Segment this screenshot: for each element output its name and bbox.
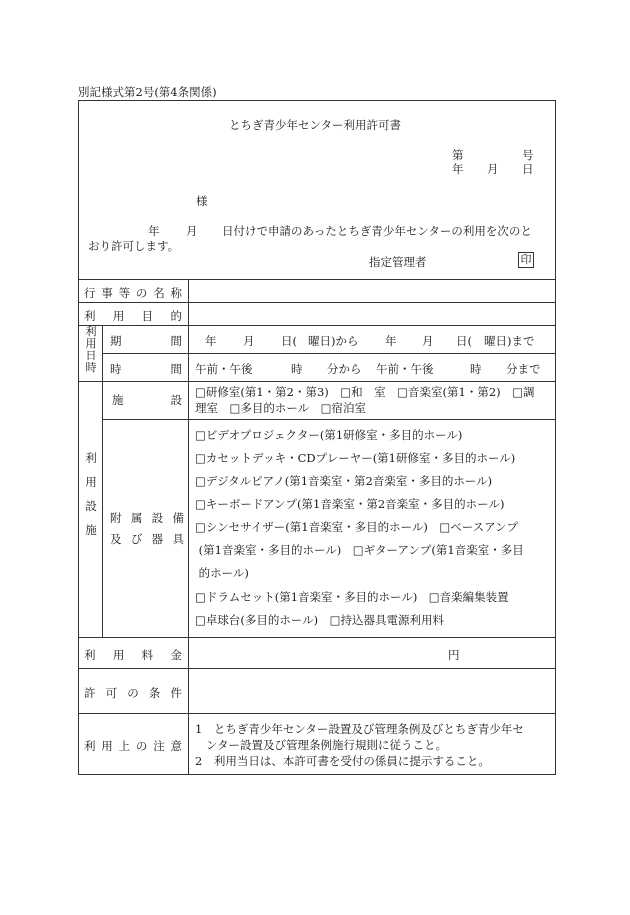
label-char: 事 xyxy=(101,286,113,300)
label-char: 利 xyxy=(84,648,96,662)
label-char: 件 xyxy=(170,686,182,700)
time-ampm-2: 午前・午後 xyxy=(376,362,434,376)
rule-period-bottom xyxy=(102,353,556,354)
body-text-1: 日付けで申請のあったとちぎ青少年センターの利用を次のと xyxy=(222,224,532,238)
period-day-2: 日( xyxy=(456,334,472,348)
label-char: 可 xyxy=(105,686,118,700)
label-event-name xyxy=(84,285,182,301)
title-text: とちぎ青少年センター利用許可書 xyxy=(228,118,402,132)
rule-facility-bottom xyxy=(102,419,556,420)
rule-datetime-bottom xyxy=(78,381,556,382)
label-char: 用 xyxy=(112,309,125,323)
label-char: 設 xyxy=(151,511,164,525)
facility-line: □研修室(第1・第2・第3) □和 室 □音楽室(第1・第2) □調 xyxy=(195,385,535,399)
note-line: 2 利用当日は、本許可書を受付の係員に提示すること。 xyxy=(195,754,490,768)
equipment-line: □ビデオプロジェクター(第1研修室・多目的ホール) xyxy=(195,428,463,442)
label-char: 属 xyxy=(130,511,143,525)
period-year-2: 年 xyxy=(385,334,397,348)
label-char: 時 xyxy=(110,362,122,376)
label-char: 具 xyxy=(172,532,184,546)
label-char: 許 xyxy=(84,686,96,700)
seal-mark xyxy=(518,252,534,268)
equipment-line: (第1音楽室・多目的ホール) □ギターアンプ(第1音楽室・多目 xyxy=(195,543,524,557)
label-char: 条 xyxy=(148,686,161,700)
label-char: 施 xyxy=(85,523,97,537)
seal-text: 印 xyxy=(518,252,534,268)
label-fee xyxy=(84,647,182,663)
rule-header-bottom xyxy=(78,279,556,280)
label-char: の xyxy=(135,286,148,300)
rule-event-bottom xyxy=(78,302,556,303)
label-char: の xyxy=(135,739,148,753)
period-weekday-2: 曜日)まで xyxy=(484,334,535,348)
equipment-line: □カセットデッキ・CDプレーヤー(第1研修室・多目的ホール) xyxy=(195,451,516,465)
period-month-2: 月 xyxy=(422,334,434,348)
issuer-label: 指定管理者 xyxy=(369,255,427,269)
label-char: 日 xyxy=(85,349,97,362)
label-char: 利 xyxy=(85,325,97,338)
label-char: 設 xyxy=(170,393,182,407)
time-hour-1: 時 xyxy=(291,362,303,376)
label-notes xyxy=(84,738,182,754)
rule-purpose-bottom xyxy=(78,325,556,326)
time-min-2: 分まで xyxy=(506,362,541,376)
label-conditions xyxy=(84,685,182,701)
rule-label-column xyxy=(188,279,189,775)
label-char: 的 xyxy=(170,309,182,323)
label-char: 用 xyxy=(85,337,97,350)
period-month-1: 月 xyxy=(243,334,255,348)
label-char: 間 xyxy=(170,362,182,376)
date-day: 日 xyxy=(522,162,534,176)
label-facility xyxy=(112,392,182,408)
time-min-1: 分から xyxy=(327,362,362,376)
label-char: 及 xyxy=(110,532,122,546)
number-go: 号 xyxy=(522,148,534,162)
equipment-line: □キーボードアンプ(第1音楽室・第2音楽室・多目的ホール) xyxy=(195,497,505,511)
label-time xyxy=(110,361,182,377)
note-line: ンター設置及び管理条例施行規則に従うこと。 xyxy=(195,738,448,752)
label-datetime-group xyxy=(84,326,98,374)
equipment-line: 的ホール) xyxy=(195,566,249,580)
label-char: 用 xyxy=(85,475,97,489)
label-char: 名 xyxy=(153,286,165,300)
label-char: 時 xyxy=(85,361,97,374)
form-label: 別記様式第2号(第4条関係) xyxy=(78,85,217,99)
equipment-line: □デジタルピアノ(第1音楽室・第2音楽室・多目的ホール) xyxy=(195,474,493,488)
label-char: 等 xyxy=(118,286,131,300)
period-year-1: 年 xyxy=(205,334,217,348)
label-char: 称 xyxy=(170,286,182,300)
label-char: 附 xyxy=(110,511,122,525)
label-char: 用 xyxy=(112,648,125,662)
equipment-line: □ドラムセット(第1音楽室・多目的ホール) □音楽編集装置 xyxy=(195,590,509,604)
label-char: 設 xyxy=(85,499,97,513)
rule-conditions-bottom xyxy=(78,713,556,714)
equipment-line: □シンセサイザー(第1音楽室・多目的ホール) □ベースアンプ xyxy=(195,520,519,534)
facility-line: 理室 □多目的ホール □宿泊室 xyxy=(195,401,366,415)
label-char: 間 xyxy=(170,334,182,348)
label-equipment-line1 xyxy=(110,508,184,529)
label-char: の xyxy=(127,686,139,700)
label-char: 期 xyxy=(110,334,122,348)
addressee-suffix: 様 xyxy=(196,194,208,208)
label-purpose xyxy=(84,308,182,324)
time-hour-2: 時 xyxy=(470,362,482,376)
label-equipment xyxy=(110,508,184,550)
period-day-1: 日( xyxy=(281,334,297,348)
rule-fee-bottom xyxy=(78,668,556,669)
label-char: 備 xyxy=(172,511,184,525)
label-char: 目 xyxy=(141,309,154,323)
body-month: 月 xyxy=(186,224,198,238)
label-char: 料 xyxy=(141,648,154,662)
rule-equipment-bottom xyxy=(78,637,556,638)
label-char: 用 xyxy=(101,739,113,753)
label-char: 注 xyxy=(153,739,165,753)
label-char: び xyxy=(130,532,143,546)
label-char: 利 xyxy=(84,739,96,753)
date-month: 月 xyxy=(487,162,499,176)
note-line: 1 とちぎ青少年センター設置及び管理条例及びとちぎ青少年セ xyxy=(195,722,524,736)
label-char: 利 xyxy=(84,309,96,323)
document-title xyxy=(0,117,630,133)
label-char: 施 xyxy=(112,393,124,407)
label-equipment-line2 xyxy=(110,529,184,550)
period-weekday-1: 曜日)から xyxy=(308,334,359,348)
equipment-line: □卓球台(多目的ホール) □持込器具電源利用料 xyxy=(195,613,444,627)
label-char: 上 xyxy=(118,739,131,753)
label-char: 行 xyxy=(84,286,96,300)
label-char: 器 xyxy=(151,532,164,546)
date-year: 年 xyxy=(452,162,464,176)
body-text-2: おり許可します。 xyxy=(88,239,180,253)
rule-group-column xyxy=(102,325,103,637)
label-facility-group xyxy=(83,446,99,542)
body-year: 年 xyxy=(148,224,160,238)
fee-unit: 円 xyxy=(448,648,460,662)
number-dai: 第 xyxy=(452,148,464,162)
label-char: 意 xyxy=(170,739,182,753)
label-char: 利 xyxy=(85,451,97,465)
label-period xyxy=(110,333,182,349)
label-char: 金 xyxy=(170,648,182,662)
time-ampm-1: 午前・午後 xyxy=(195,362,253,376)
